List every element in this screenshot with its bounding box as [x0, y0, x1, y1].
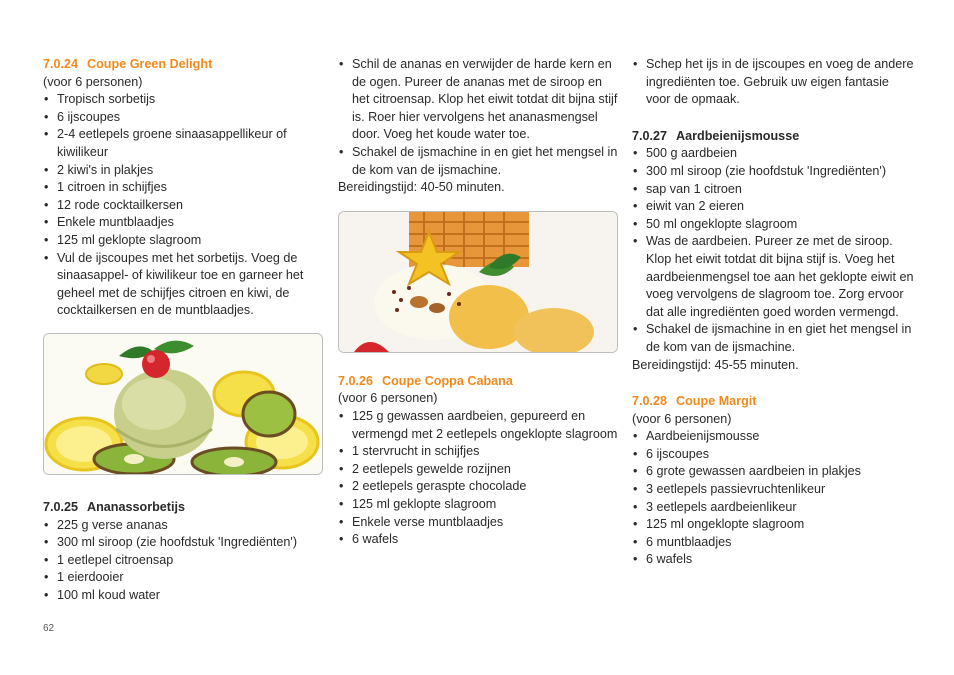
list-item: • 6 wafels: [338, 531, 620, 549]
column-right: [632, 56, 914, 569]
recipe-heading: [632, 128, 914, 146]
list-item: • 1 citroen in schijfjes: [43, 179, 325, 197]
list-item: • 6 grote gewassen aardbeien in plakjes: [632, 463, 914, 481]
ingredient-list: [632, 428, 914, 569]
list-item: • Enkele muntblaadjes: [43, 214, 325, 232]
list-item: • Schep het ijs in de ijscoupes en voeg de andere ingrediënten toe. Gebruik uw eigen fantasie voor de opmaak.: [632, 56, 914, 109]
recipe-serves: (voor 6 personen): [338, 391, 438, 406]
list-item: • Enkele verse muntblaadjes: [338, 514, 620, 532]
list-item: • 50 ml ongeklopte slagroom: [632, 216, 914, 234]
recipe-number: 7.0.26: [338, 373, 374, 388]
ingredient-list: [43, 91, 325, 320]
list-item: • 300 ml siroop (zie hoofdstuk 'Ingrediënten'): [632, 163, 914, 181]
list-item: • Schil de ananas en verwijder de harde kern en de ogen. Pureer de ananas met de siroop en het citroensap. Klop het eiwit totdat dit bijna stijf is. Roer hier vervolgens het ananasmengsel door. Voeg het koude water toe.: [338, 56, 620, 144]
list-item: • 100 ml koud water: [43, 587, 325, 605]
list-item: • Schakel de ijsmachine in en giet het mengsel in de kom van de ijsmachine.: [338, 144, 620, 179]
list-item: • Vul de ijscoupes met het sorbetijs. Voeg de sinaasappel- of kiwilikeur toe en garneer het geheel met de schijfjes citroen en kiwi, de cocktailkersen en de muntblaadjes.: [43, 250, 325, 320]
list-item: • 6 ijscoupes: [43, 109, 325, 127]
list-item: • 6 wafels: [632, 551, 914, 569]
list-item: • Schakel de ijsmachine in en giet het mengsel in de kom van de ijsmachine.: [632, 321, 914, 356]
page-number: 62: [43, 623, 55, 634]
list-item: • 12 rode cocktailkersen: [43, 197, 325, 215]
list-item: • Aardbeienijsmousse: [632, 428, 914, 446]
list-item: • 2-4 eetlepels groene sinaasappellikeur of kiwilikeur: [43, 126, 325, 161]
list-item: • 6 ijscoupes: [632, 446, 914, 464]
prep-time: Bereidingstijd: 45-55 minuten.: [632, 357, 799, 372]
ingredient-list: [43, 517, 325, 605]
list-item: • 125 g gewassen aardbeien, gepureerd en vermengd met 2 eetlepels ongeklopte slagroom: [338, 408, 620, 443]
recipe-heading: [632, 393, 914, 411]
recipe-serves: (voor 6 personen): [632, 411, 732, 426]
recipe-number: 7.0.28: [632, 394, 668, 409]
list-item: • 3 eetlepels aardbeienlikeur: [632, 499, 914, 517]
recipe-title: Ananassorbetijs: [87, 499, 185, 514]
list-item: • Tropisch sorbetijs: [43, 91, 325, 109]
recipe-number: 7.0.24: [43, 57, 79, 71]
column-middle: [338, 56, 620, 549]
list-item: • 125 ml geklopte slagroom: [338, 496, 620, 514]
green-sorbet-photo: [43, 333, 323, 475]
column-left: [43, 56, 325, 604]
recipe-title: Aardbeienijsmousse: [676, 128, 800, 143]
recipe-number: 7.0.27: [632, 128, 668, 143]
instruction-list: [632, 56, 914, 109]
list-item: • 2 eetlepels gewelde rozijnen: [338, 461, 620, 479]
prep-time: Bereidingstijd: 40-50 minuten.: [338, 180, 505, 195]
recipe-serves: (voor 6 personen): [43, 74, 143, 89]
list-item: • 2 eetlepels geraspte chocolade: [338, 478, 620, 496]
ingredient-list: [632, 145, 914, 356]
recipe-title: Coupe Coppa Cabana: [382, 373, 513, 388]
list-item: • Was de aardbeien. Pureer ze met de siroop. Klop het eiwit totdat dit bijna stijf is. Voeg het aardbeienmengsel toe aan het geklopte eiwit en voeg vervolgens de slagroom toe. Zorg ervoor dat alle ingrediënten goed worden vermengd.: [632, 233, 914, 321]
recipe-heading: [43, 56, 325, 74]
recipe-title: Coupe Green Delight: [87, 57, 213, 71]
list-item: • 3 eetlepels passievruchtenlikeur: [632, 481, 914, 499]
list-item: • 500 g aardbeien: [632, 145, 914, 163]
recipe-title: Coupe Margit: [676, 394, 757, 409]
list-item: • eiwit van 2 eieren: [632, 198, 914, 216]
recipe-number: 7.0.25: [43, 499, 79, 514]
recipe-heading: [338, 373, 620, 391]
list-item: • 125 ml geklopte slagroom: [43, 232, 325, 250]
ingredient-list: [338, 408, 620, 549]
list-item: • 125 ml ongeklopte slagroom: [632, 516, 914, 534]
list-item: • 1 eetlepel citroensap: [43, 552, 325, 570]
list-item: • sap van 1 citroen: [632, 181, 914, 199]
list-item: • 225 g verse ananas: [43, 517, 325, 535]
coupe-coppa-cabana-photo: [338, 211, 618, 353]
list-item: • 6 muntblaadjes: [632, 534, 914, 552]
list-item: • 1 eierdooier: [43, 569, 325, 587]
list-item: • 300 ml siroop (zie hoofdstuk 'Ingrediënten'): [43, 534, 325, 552]
list-item: • 1 stervrucht in schijfjes: [338, 443, 620, 461]
list-item: • 2 kiwi's in plakjes: [43, 162, 325, 180]
recipe-heading: [43, 499, 325, 517]
instruction-list: [338, 56, 620, 179]
